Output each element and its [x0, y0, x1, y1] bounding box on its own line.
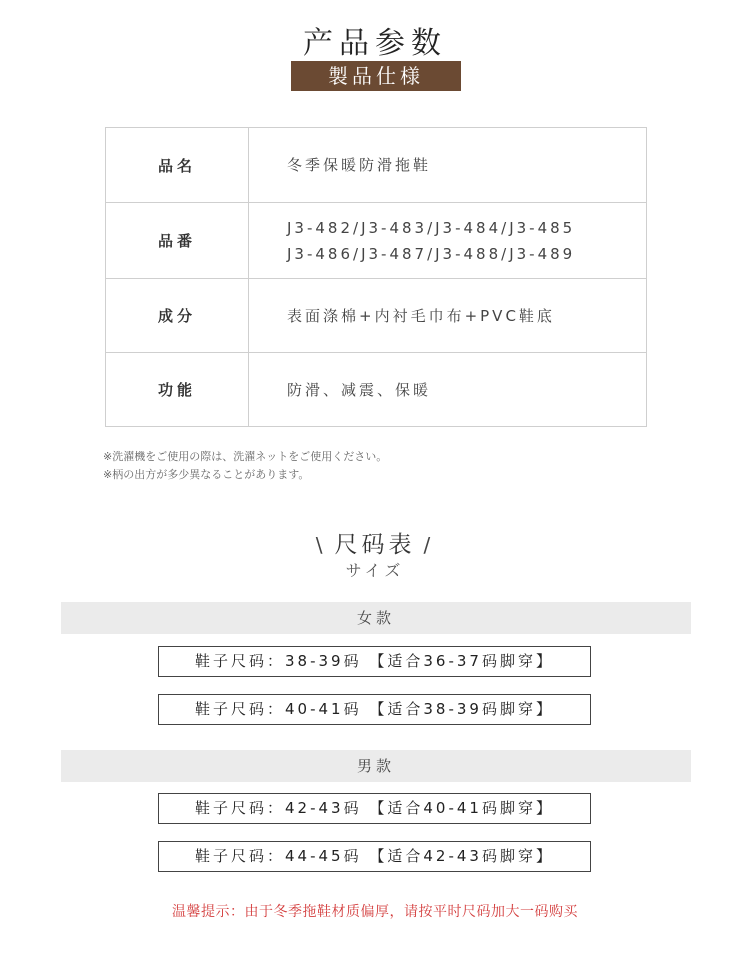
table-row — [106, 353, 647, 427]
spec-value-name — [249, 128, 647, 203]
spec-key-material: 成分 — [106, 279, 249, 353]
size-box-women-1: 鞋子尺码：38-39码 【适合36-37码脚穿】 — [158, 646, 591, 677]
spec-key-name: 品名 — [106, 128, 249, 203]
note-line: ※柄の出方が多少異なることがあります。 — [103, 468, 310, 481]
size-box-men-1: 鞋子尺码：42-43码 【适合40-41码脚穿】 — [158, 793, 591, 824]
note-line: ※洗濯機をご使用の際は、洗濯ネットをご使用ください。 — [103, 450, 388, 463]
spec-value-function — [249, 353, 647, 427]
spec-value-line: 防滑、减震、保暖 — [287, 380, 432, 399]
slash-right: / — [423, 533, 435, 557]
size-title-text: 尺码表 — [334, 532, 416, 558]
table-row — [106, 203, 647, 279]
spec-value-line: J3-482/J3-483/J3-484/J3-485 — [287, 218, 576, 237]
spec-value-line: 冬季保暖防滑拖鞋 — [287, 156, 432, 174]
table-row — [106, 279, 647, 353]
warm-tip: 温馨提示：由于冬季拖鞋材质偏厚，请按平时尺码加大一码购买 — [172, 904, 578, 920]
size-section-subtitle: サイズ — [345, 561, 405, 580]
title-badge: 製品仕様 — [291, 61, 461, 91]
size-box-men-2: 鞋子尺码：44-45码 【适合42-43码脚穿】 — [158, 841, 591, 872]
spec-value-line: J3-486/J3-487/J3-488/J3-489 — [287, 244, 576, 263]
notes — [103, 448, 387, 484]
size-section-title — [0, 526, 750, 559]
spec-value-material — [249, 279, 647, 353]
spec-value-model — [249, 203, 647, 279]
spec-table — [105, 127, 647, 427]
spec-value-line: 表面涤棉+内衬毛巾布+PVC鞋底 — [287, 306, 555, 325]
men-label-bar: 男款 — [61, 750, 691, 782]
women-label-bar: 女款 — [61, 602, 691, 634]
spec-key-function: 功能 — [106, 353, 249, 427]
slash-left: \ — [315, 533, 327, 557]
size-box-women-2: 鞋子尺码：40-41码 【适合38-39码脚穿】 — [158, 694, 591, 725]
table-row — [106, 128, 647, 203]
page-title: 产品参数 — [303, 26, 447, 61]
spec-key-model: 品番 — [106, 203, 249, 279]
